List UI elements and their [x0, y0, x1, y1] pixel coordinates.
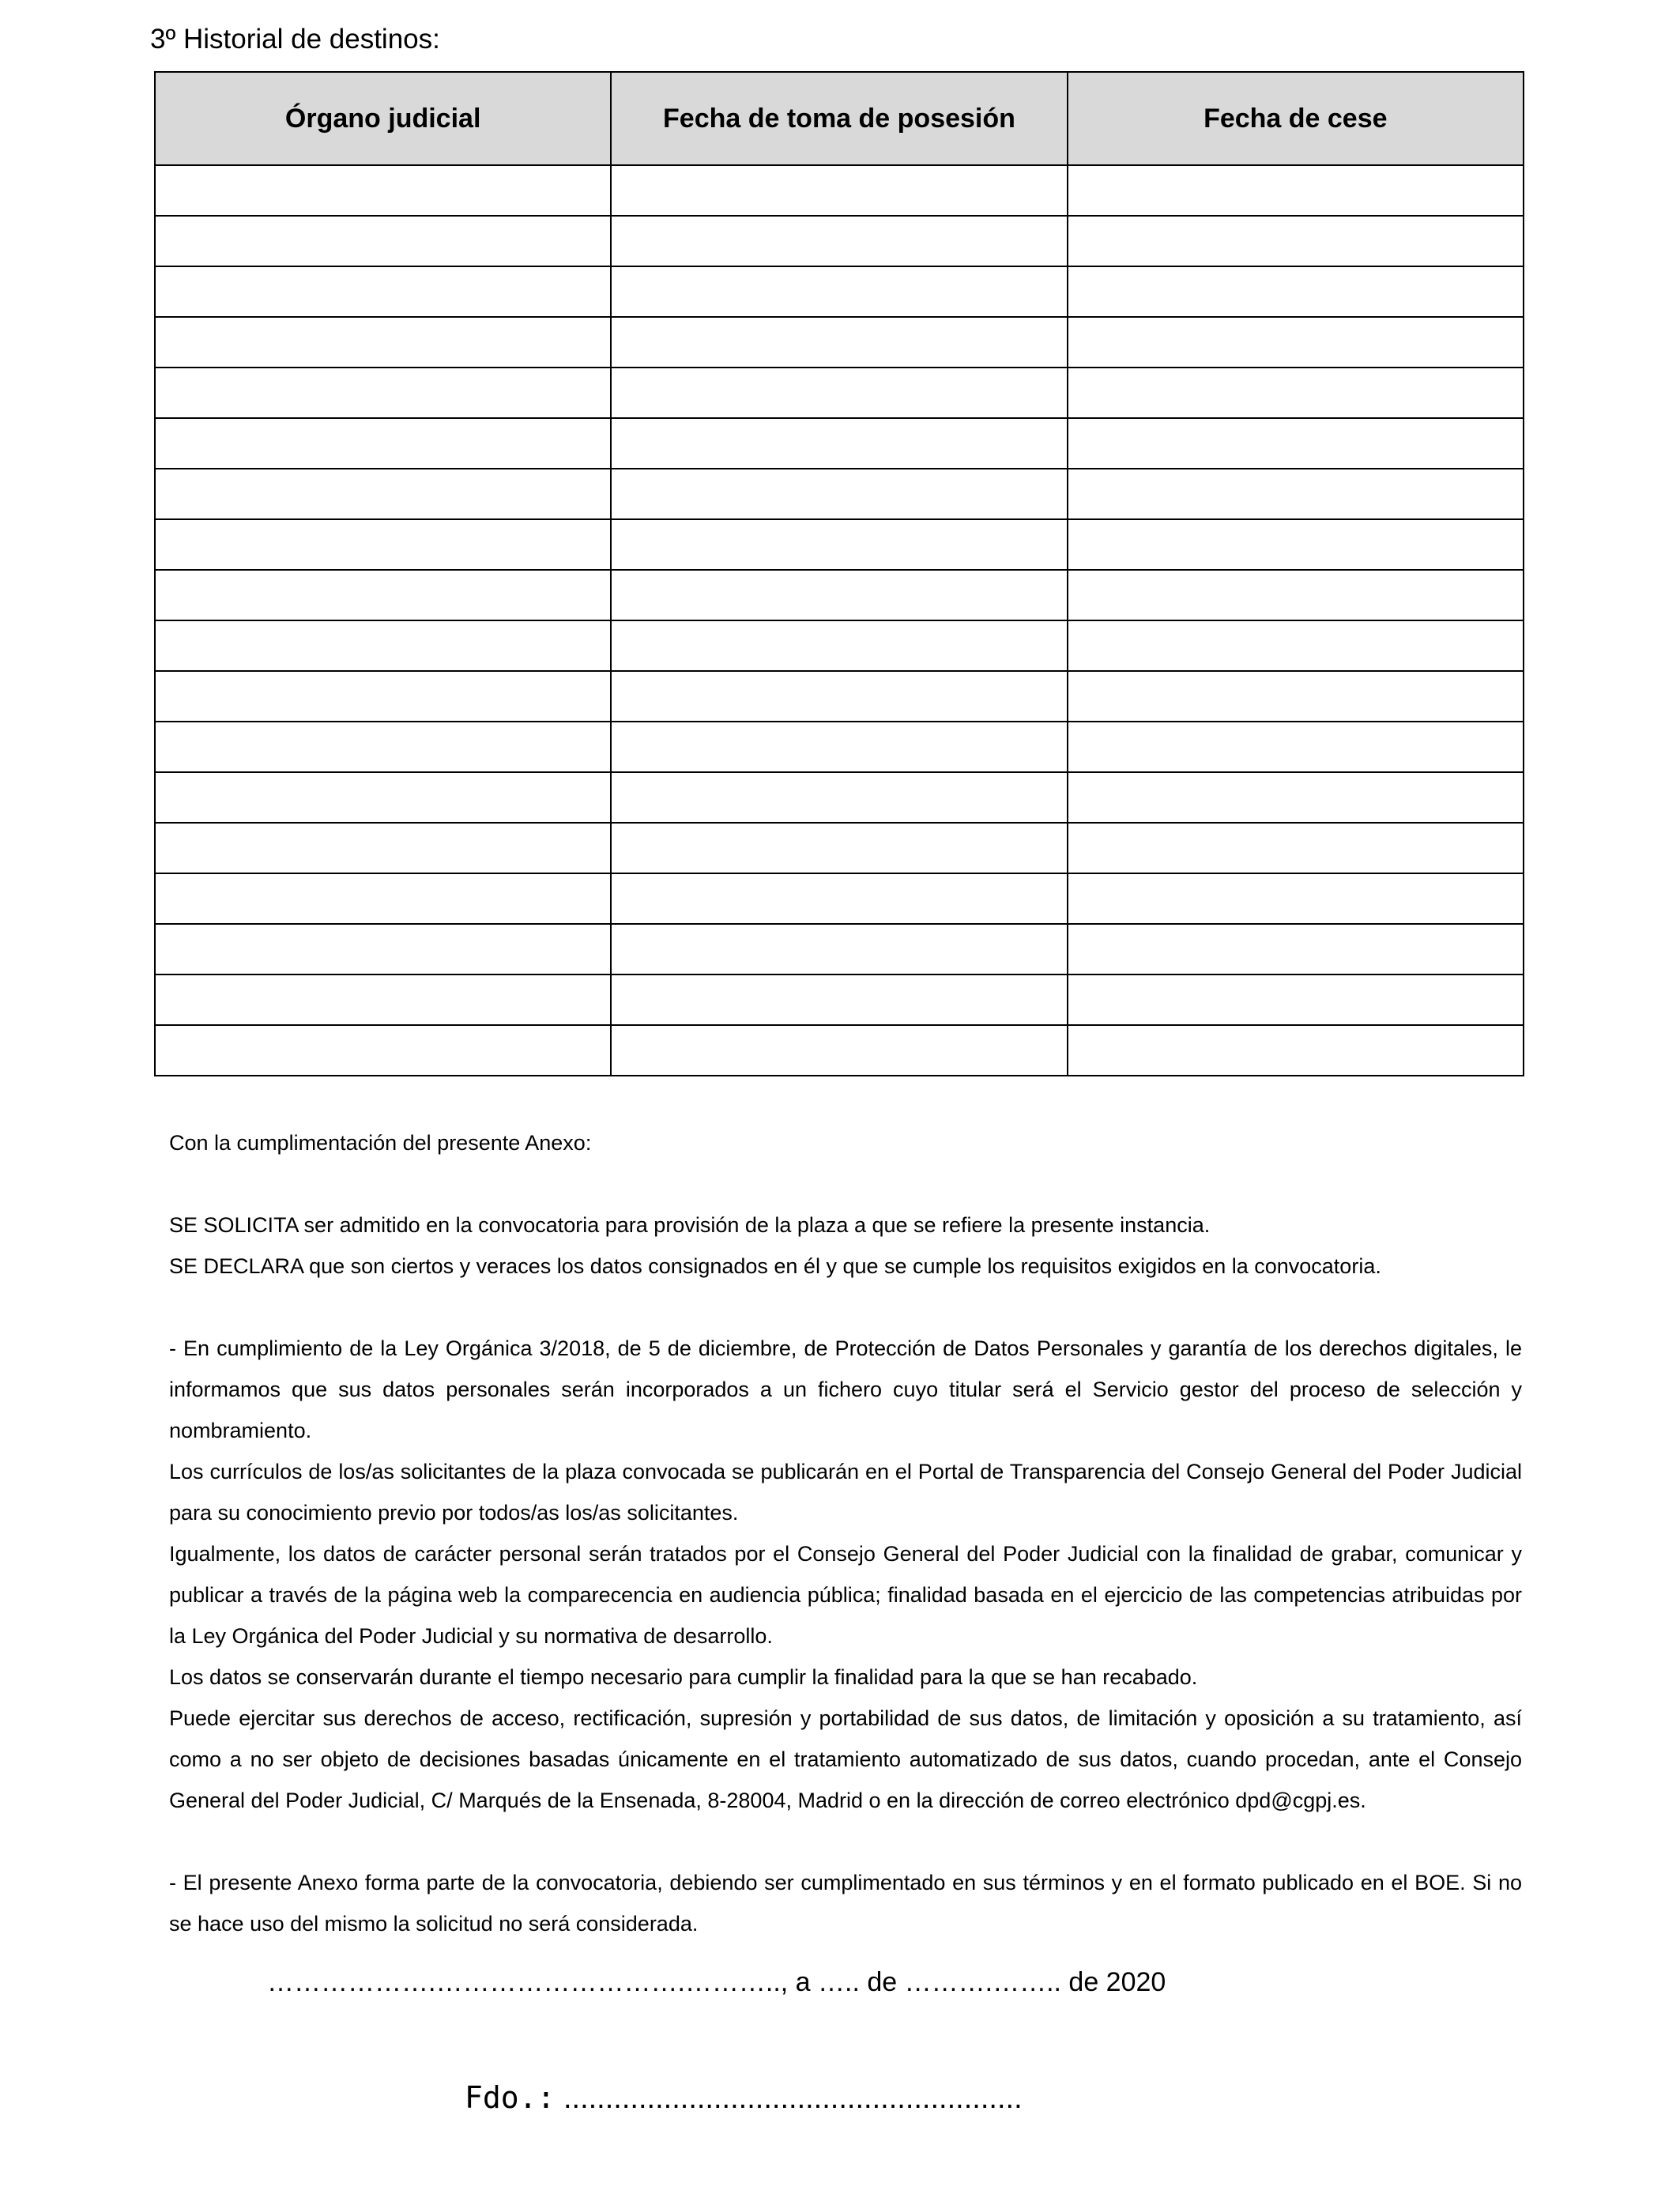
column-header-fecha-toma-posesion: Fecha de toma de posesión: [611, 72, 1067, 165]
fecha-toma-posesion-cell[interactable]: [611, 873, 1067, 924]
fecha-toma-posesion-cell[interactable]: [611, 317, 1067, 368]
organo-judicial-cell[interactable]: [155, 418, 611, 469]
fecha-cese-cell[interactable]: [1068, 519, 1524, 570]
table-row: [155, 772, 1524, 823]
fecha-cese-cell[interactable]: [1068, 165, 1524, 216]
table-row: [155, 418, 1524, 469]
table-row: [155, 924, 1524, 974]
fecha-toma-posesion-cell[interactable]: [611, 216, 1067, 266]
table-row: [155, 620, 1524, 671]
fecha-toma-posesion-cell[interactable]: [611, 519, 1067, 570]
table-body: [155, 165, 1524, 1076]
organo-judicial-cell[interactable]: [155, 570, 611, 620]
table-row: [155, 570, 1524, 620]
paragraph: Con la cumplimentación del presente Anexo:: [169, 1131, 592, 1155]
destinations-history-table: [154, 71, 1524, 1076]
fecha-toma-posesion-cell[interactable]: [611, 570, 1067, 620]
table-header-row: [155, 72, 1524, 165]
fecha-toma-posesion-cell[interactable]: [611, 165, 1067, 216]
fecha-cese-cell[interactable]: [1068, 216, 1524, 266]
fecha-cese-cell[interactable]: [1068, 722, 1524, 772]
organo-judicial-cell[interactable]: [155, 519, 611, 570]
fecha-cese-cell[interactable]: [1068, 823, 1524, 873]
fecha-toma-posesion-cell[interactable]: [611, 974, 1067, 1025]
fecha-cese-cell[interactable]: [1068, 418, 1524, 469]
organo-judicial-cell[interactable]: [155, 974, 611, 1025]
organo-judicial-cell[interactable]: [155, 469, 611, 519]
organo-judicial-cell[interactable]: [155, 216, 611, 266]
table-row: [155, 974, 1524, 1025]
table-row: [155, 519, 1524, 570]
fecha-toma-posesion-cell[interactable]: [611, 772, 1067, 823]
paragraph-spacer: [169, 1163, 1522, 1204]
fecha-cese-cell[interactable]: [1068, 873, 1524, 924]
signature-line: [465, 2079, 1023, 2117]
fecha-toma-posesion-cell[interactable]: [611, 368, 1067, 418]
signature-dots: .......................................................: [563, 2082, 1023, 2115]
organo-judicial-cell[interactable]: [155, 266, 611, 317]
table-row: [155, 671, 1524, 722]
table-row: [155, 1025, 1524, 1076]
fecha-cese-cell[interactable]: [1068, 772, 1524, 823]
place-date-line: ……………….……………………….……….., a ….. de ……….…….. de 2020: [267, 1967, 1166, 1997]
fecha-cese-cell[interactable]: [1068, 317, 1524, 368]
paragraph: SE SOLICITA ser admitido en la convocatoria para provisión de la plaza a que se refiere la presente instancia.: [169, 1213, 1211, 1237]
fecha-cese-cell[interactable]: [1068, 368, 1524, 418]
fecha-toma-posesion-cell[interactable]: [611, 722, 1067, 772]
table-row: [155, 873, 1524, 924]
organo-judicial-cell[interactable]: [155, 620, 611, 671]
paragraph: - En cumplimiento de la Ley Orgánica 3/2018, de 5 de diciembre, de Protección de Datos Personales y garantía de los derechos digitales, le informamos que sus datos personales serán incorporados a un fichero cuyo titular será el Servicio gestor del proceso de selección y nombramiento.: [169, 1336, 1522, 1442]
table-row: [155, 266, 1524, 317]
fecha-toma-posesion-cell[interactable]: [611, 823, 1067, 873]
annex-body-text: [169, 1122, 1522, 1944]
organo-judicial-cell[interactable]: [155, 722, 611, 772]
fecha-cese-cell[interactable]: [1068, 570, 1524, 620]
organo-judicial-cell[interactable]: [155, 671, 611, 722]
paragraph: Los datos se conservarán durante el tiempo necesario para cumplir la finalidad para la que se han recabado.: [169, 1665, 1198, 1689]
table-row: [155, 469, 1524, 519]
paragraph: Puede ejercitar sus derechos de acceso, rectificación, supresión y portabilidad de sus datos, de limitación y oposición a su tratamiento, así como a no ser objeto de decisiones basadas únicamente en el tratamiento automatizado de sus datos, cuando procedan, ante el Consejo General del Poder Judicial, C/ Marqués de la Ensenada, 8-28004, Madrid o en la dirección de correo electrónico dpd@cgpj.es.: [169, 1706, 1522, 1812]
table-row: [155, 317, 1524, 368]
organo-judicial-cell[interactable]: [155, 924, 611, 974]
fecha-toma-posesion-cell[interactable]: [611, 1025, 1067, 1076]
paragraph-spacer: [169, 1287, 1522, 1328]
paragraph-spacer: [169, 1821, 1522, 1862]
paragraph: SE DECLARA que son ciertos y veraces los datos consignados en él y que se cumple los requisitos exigidos en la convocatoria.: [169, 1254, 1381, 1278]
organo-judicial-cell[interactable]: [155, 317, 611, 368]
paragraph: Igualmente, los datos de carácter personal serán tratados por el Consejo General del Poder Judicial con la finalidad de grabar, comunicar y publicar a través de la página web la comparecencia en audiencia pública; finalidad basada en el ejercicio de las competencias atribuidas por la Ley Orgánica del Poder Judicial y su normativa de desarrollo.: [169, 1542, 1522, 1648]
fecha-toma-posesion-cell[interactable]: [611, 924, 1067, 974]
fecha-cese-cell[interactable]: [1068, 671, 1524, 722]
organo-judicial-cell[interactable]: [155, 873, 611, 924]
fecha-cese-cell[interactable]: [1068, 1025, 1524, 1076]
organo-judicial-cell[interactable]: [155, 772, 611, 823]
table-row: [155, 823, 1524, 873]
organo-judicial-cell[interactable]: [155, 1025, 611, 1076]
table-row: [155, 165, 1524, 216]
table-row: [155, 216, 1524, 266]
column-header-organo-judicial: Órgano judicial: [155, 72, 611, 165]
fecha-toma-posesion-cell[interactable]: [611, 620, 1067, 671]
fecha-toma-posesion-cell[interactable]: [611, 418, 1067, 469]
column-header-fecha-cese: Fecha de cese: [1068, 72, 1524, 165]
fecha-toma-posesion-cell[interactable]: [611, 266, 1067, 317]
section-title: 3º Historial de destinos:: [150, 24, 440, 55]
signature-label: Fdo.:: [465, 2080, 556, 2115]
fecha-toma-posesion-cell[interactable]: [611, 469, 1067, 519]
fecha-cese-cell[interactable]: [1068, 974, 1524, 1025]
fecha-toma-posesion-cell[interactable]: [611, 671, 1067, 722]
fecha-cese-cell[interactable]: [1068, 469, 1524, 519]
paragraph: Los currículos de los/as solicitantes de la plaza convocada se publicarán en el Portal de Transparencia del Consejo General del Poder Judicial para su conocimiento previo por todos/as los/as solicitantes.: [169, 1460, 1522, 1525]
fecha-cese-cell[interactable]: [1068, 924, 1524, 974]
fecha-cese-cell[interactable]: [1068, 266, 1524, 317]
table-row: [155, 722, 1524, 772]
fecha-cese-cell[interactable]: [1068, 620, 1524, 671]
table-row: [155, 368, 1524, 418]
paragraph: - El presente Anexo forma parte de la convocatoria, debiendo ser cumplimentado en sus términos y en el formato publicado en el BOE. Si no se hace uso del mismo la solicitud no será considerada.: [169, 1871, 1522, 1936]
organo-judicial-cell[interactable]: [155, 165, 611, 216]
organo-judicial-cell[interactable]: [155, 368, 611, 418]
organo-judicial-cell[interactable]: [155, 823, 611, 873]
